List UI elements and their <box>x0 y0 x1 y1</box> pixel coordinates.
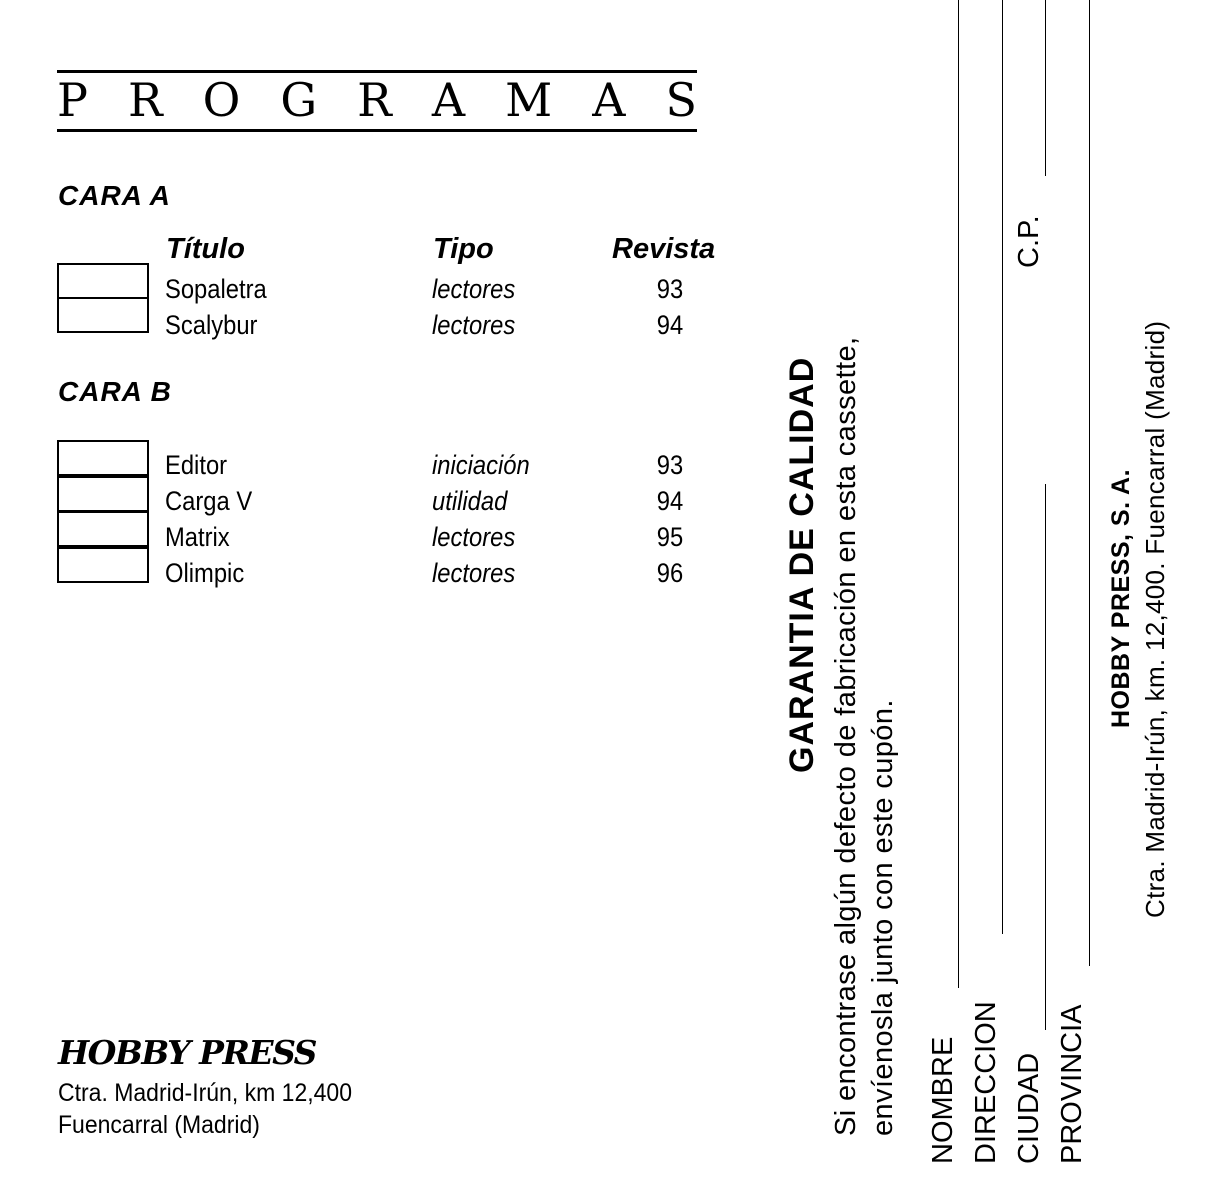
program-issue: 95 <box>656 522 684 552</box>
field-province-label: PROVINCIA <box>1056 1004 1088 1164</box>
side-b-label: CARA B <box>58 376 172 407</box>
field-city-line[interactable] <box>1045 484 1046 1030</box>
side-a-label: CARA A <box>58 180 171 211</box>
program-type: utilidad <box>432 486 508 516</box>
program-type: lectores <box>432 274 516 304</box>
program-title: Sopaletra <box>165 274 267 304</box>
field-address-label: DIRECCION <box>970 1001 1002 1164</box>
program-issue: 96 <box>656 558 684 588</box>
program-title: Scalybur <box>165 310 258 340</box>
program-issue: 94 <box>656 486 684 516</box>
program-issue: 93 <box>656 450 684 480</box>
program-title: Matrix <box>165 522 230 552</box>
program-title: Olimpic <box>165 558 245 588</box>
publisher-address-line2: Fuencarral (Madrid) <box>58 1111 260 1139</box>
field-name-label: NOMBRE <box>927 1036 959 1164</box>
guarantee-text-line1: Si encontrase algún defecto de fabricación en esta cassette, <box>830 336 862 1136</box>
program-type: lectores <box>432 558 516 588</box>
publisher-address-line1: Ctra. Madrid-Irún, km 12,400 <box>58 1079 353 1107</box>
guarantee-title: GARANTIA DE CALIDAD <box>783 356 821 773</box>
program-title: Carga V <box>165 486 253 516</box>
field-name-line[interactable] <box>958 0 959 988</box>
field-address-line[interactable] <box>1002 0 1003 934</box>
column-type-header: Tipo <box>433 233 494 265</box>
column-issue-header: Revista <box>612 233 716 265</box>
program-issue: 93 <box>656 274 684 304</box>
program-type: lectores <box>432 310 516 340</box>
program-type: lectores <box>432 522 516 552</box>
programs-heading-text: P R O G R A M A S <box>57 73 697 127</box>
company-address: Ctra. Madrid-Irún, km. 12,400. Fuencarral (Madrid) <box>1140 320 1170 918</box>
field-province-line[interactable] <box>1089 0 1090 966</box>
guarantee-text-line2: envíenosla junto con este cupón. <box>867 699 899 1136</box>
column-title-header: Título <box>166 233 245 265</box>
publisher-logo: HOBBY PRESS <box>58 1033 317 1072</box>
program-type: iniciación <box>432 450 530 480</box>
field-city-label: CIUDAD <box>1013 1052 1045 1164</box>
field-postal-code-label: C.P. <box>1013 215 1045 268</box>
field-postal-code-line[interactable] <box>1045 0 1046 176</box>
company-name: HOBBY PRESS, S. A. <box>1107 468 1135 728</box>
program-title: Editor <box>165 450 228 480</box>
program-issue: 94 <box>656 310 684 340</box>
